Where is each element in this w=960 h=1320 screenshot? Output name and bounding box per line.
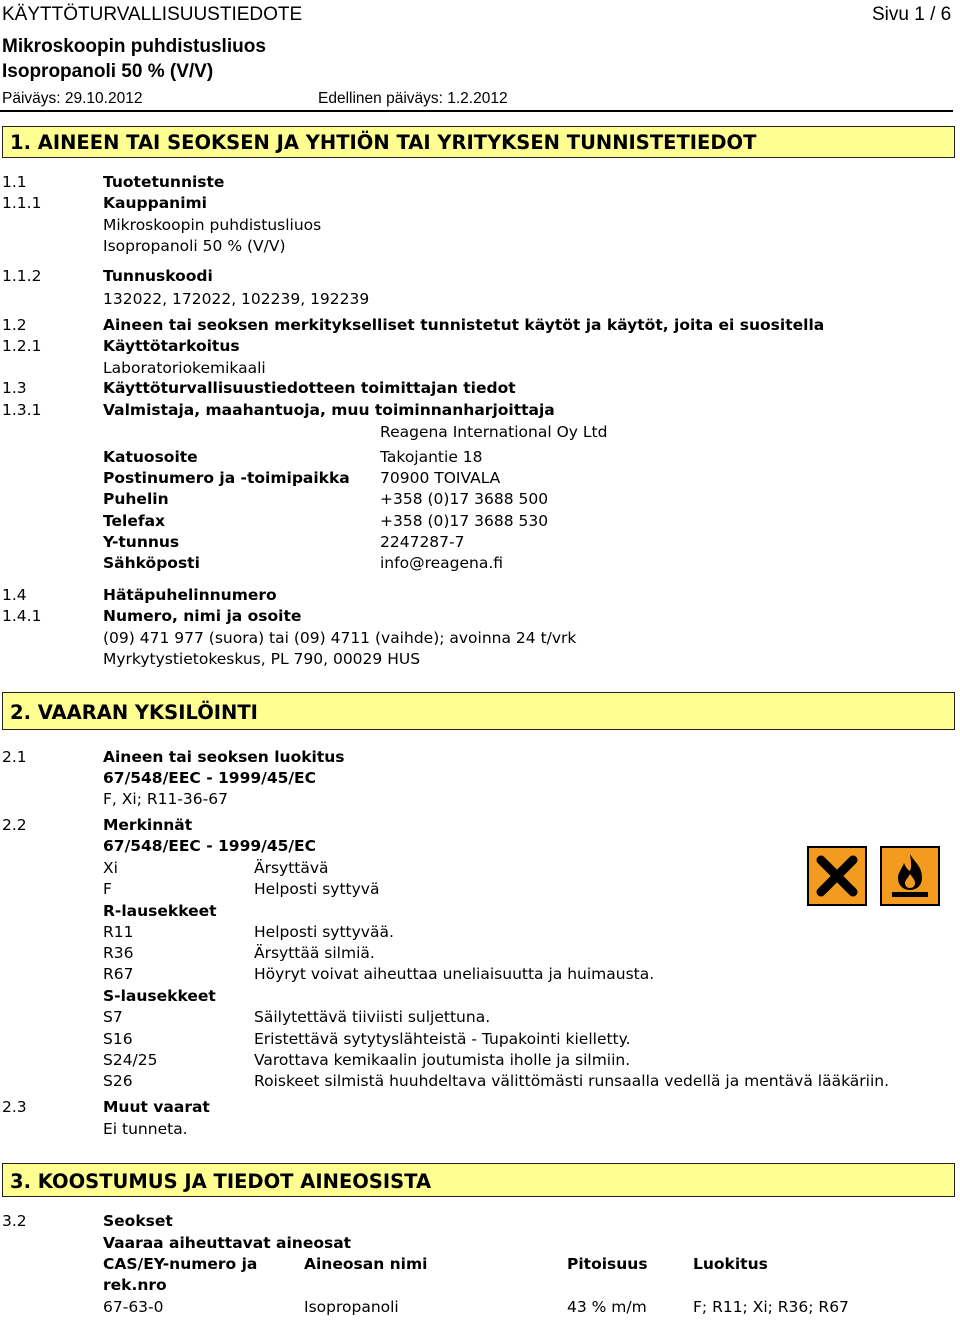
item-number: 3.2 bbox=[2, 1212, 27, 1230]
item-title: Valmistaja, maahantuoja, muu toiminnanharjoittaja bbox=[103, 401, 555, 419]
contact-label: Puhelin bbox=[103, 490, 169, 508]
table-cell-concentration: 43 % m/m bbox=[567, 1298, 647, 1316]
directive-label: 67/548/EEC - 1999/45/EC bbox=[103, 837, 317, 855]
item-title: Hätäpuhelinnumero bbox=[103, 586, 277, 604]
section-3-header bbox=[2, 1163, 955, 1197]
s-phrase-code: S7 bbox=[103, 1008, 123, 1026]
trade-name: Mikroskoopin puhdistusliuos bbox=[103, 216, 322, 234]
document-type: KÄYTTÖTURVALLISUUSTIEDOTE bbox=[2, 4, 303, 25]
table-cell-cas: 67-63-0 bbox=[103, 1298, 164, 1316]
table-header-concentration: Pitoisuus bbox=[567, 1255, 648, 1273]
item-title: Aineen tai seoksen merkitykselliset tunnistetut käytöt ja käytöt, joita ei suositella bbox=[103, 316, 825, 334]
section-1-header bbox=[2, 126, 955, 158]
contact-label: Telefax bbox=[103, 512, 166, 530]
item-number: 1.2 bbox=[2, 316, 27, 334]
item-number: 1.3 bbox=[2, 379, 27, 397]
directive-label: 67/548/EEC - 1999/45/EC bbox=[103, 769, 317, 787]
section-2-header bbox=[2, 692, 955, 730]
item-number: 1.3.1 bbox=[2, 401, 42, 419]
item-title: Muut vaarat bbox=[103, 1098, 210, 1116]
r-phrase-text: Helposti syttyvää. bbox=[254, 923, 394, 941]
emergency-phone: (09) 471 977 (suora) tai (09) 4711 (vaihde); avoinna 24 t/vrk bbox=[103, 629, 577, 647]
symbol-code: Xi bbox=[103, 859, 118, 877]
s-phrase-text: Eristettävä sytytyslähteistä - Tupakointi kielletty. bbox=[254, 1030, 631, 1048]
item-number: 1.1.1 bbox=[2, 194, 42, 212]
irritant-cross-icon bbox=[807, 846, 867, 906]
intended-use: Laboratoriokemikaali bbox=[103, 359, 266, 377]
flame-icon bbox=[880, 846, 940, 906]
r-phrase-code: R36 bbox=[103, 944, 134, 962]
emergency-address: Myrkytystietokeskus, PL 790, 00029 HUS bbox=[103, 650, 421, 668]
item-number: 1.4.1 bbox=[2, 607, 42, 625]
table-header-name: Aineosan nimi bbox=[304, 1255, 428, 1273]
r-phrase-text: Ärsyttää silmiä. bbox=[254, 944, 375, 962]
contact-label: Katuosoite bbox=[103, 448, 198, 466]
s-phrase-text: Roiskeet silmistä huuhdeltava välittömästi runsaalla vedellä ja mentävä lääkäriin. bbox=[254, 1072, 890, 1090]
contact-value: +358 (0)17 3688 500 bbox=[380, 490, 549, 508]
item-number: 1.1 bbox=[2, 173, 27, 191]
item-title: Numero, nimi ja osoite bbox=[103, 607, 302, 625]
section-1-title: 1. AINEEN TAI SEOKSEN JA YHTIÖN TAI YRITYKSEN TUNNISTETIEDOT bbox=[10, 131, 757, 154]
s-phrase-code: S16 bbox=[103, 1030, 133, 1048]
symbol-code: F bbox=[103, 880, 112, 898]
item-number: 2.3 bbox=[2, 1098, 27, 1116]
trade-name-variant: Isopropanoli 50 % (V/V) bbox=[103, 237, 286, 255]
r-phrase-code: R11 bbox=[103, 923, 134, 941]
s-phrase-code: S26 bbox=[103, 1072, 133, 1090]
product-variant: Isopropanoli 50 % (V/V) bbox=[2, 61, 214, 82]
email-link[interactable]: info@reagena.fi bbox=[380, 554, 504, 572]
contact-value: 70900 TOIVALA bbox=[380, 469, 501, 487]
contact-label: Y-tunnus bbox=[103, 533, 180, 551]
s-phrases-title: S-lausekkeet bbox=[103, 987, 216, 1005]
revision-date: Päiväys: 29.10.2012 bbox=[2, 90, 143, 107]
item-title: Aineen tai seoksen luokitus bbox=[103, 748, 345, 766]
section-3-title: 3. KOOSTUMUS JA TIEDOT AINEOSISTA bbox=[10, 1170, 432, 1193]
page-number: Sivu 1 / 6 bbox=[872, 4, 952, 25]
item-title: Käyttöturvallisuustiedotteen toimittajan tiedot bbox=[103, 379, 516, 397]
item-number: 2.2 bbox=[2, 816, 27, 834]
r-phrase-code: R67 bbox=[103, 965, 134, 983]
item-number: 1.4 bbox=[2, 586, 27, 604]
classification: F, Xi; R11-36-67 bbox=[103, 790, 228, 808]
item-title: Tunnuskoodi bbox=[103, 267, 213, 285]
contact-value: Takojantie 18 bbox=[380, 448, 483, 466]
previous-revision-date: Edellinen päiväys: 1.2.2012 bbox=[318, 90, 508, 107]
item-title: Tuotetunniste bbox=[103, 173, 225, 191]
other-hazards: Ei tunneta. bbox=[103, 1120, 188, 1138]
table-cell-name: Isopropanoli bbox=[304, 1298, 399, 1316]
contact-value: +358 (0)17 3688 530 bbox=[380, 512, 549, 530]
table-header-cas-cont: rek.nro bbox=[103, 1276, 167, 1294]
item-number: 1.1.2 bbox=[2, 267, 42, 285]
header-divider bbox=[0, 110, 953, 112]
contact-label: Sähköposti bbox=[103, 554, 200, 572]
symbol-text: Ärsyttävä bbox=[254, 859, 329, 877]
item-title: Kauppanimi bbox=[103, 194, 207, 212]
item-number: 1.2.1 bbox=[2, 337, 42, 355]
r-phrase-text: Höyryt voivat aiheuttaa uneliaisuutta ja huimausta. bbox=[254, 965, 655, 983]
subtitle: Vaaraa aiheuttavat aineosat bbox=[103, 1234, 352, 1252]
symbol-text: Helposti syttyvä bbox=[254, 880, 380, 898]
item-title: Seokset bbox=[103, 1212, 173, 1230]
contact-label: Postinumero ja -toimipaikka bbox=[103, 469, 350, 487]
s-phrase-text: Varottava kemikaalin joutumista iholle ja silmiin. bbox=[254, 1051, 631, 1069]
product-name: Mikroskoopin puhdistusliuos bbox=[2, 36, 266, 57]
r-phrases-title: R-lausekkeet bbox=[103, 902, 217, 920]
item-title: Käyttötarkoitus bbox=[103, 337, 240, 355]
item-number: 2.1 bbox=[2, 748, 27, 766]
table-cell-classification: F; R11; Xi; R36; R67 bbox=[693, 1298, 849, 1316]
product-codes: 132022, 172022, 102239, 192239 bbox=[103, 290, 370, 308]
table-header-cas: CAS/EY-numero ja bbox=[103, 1255, 258, 1273]
item-title: Merkinnät bbox=[103, 816, 193, 834]
s-phrase-code: S24/25 bbox=[103, 1051, 158, 1069]
section-2-title: 2. VAARAN YKSILÖINTI bbox=[10, 701, 258, 724]
table-header-classification: Luokitus bbox=[693, 1255, 768, 1273]
s-phrase-text: Säilytettävä tiiviisti suljettuna. bbox=[254, 1008, 491, 1026]
contact-value: 2247287-7 bbox=[380, 533, 465, 551]
company-name: Reagena International Oy Ltd bbox=[380, 423, 608, 441]
